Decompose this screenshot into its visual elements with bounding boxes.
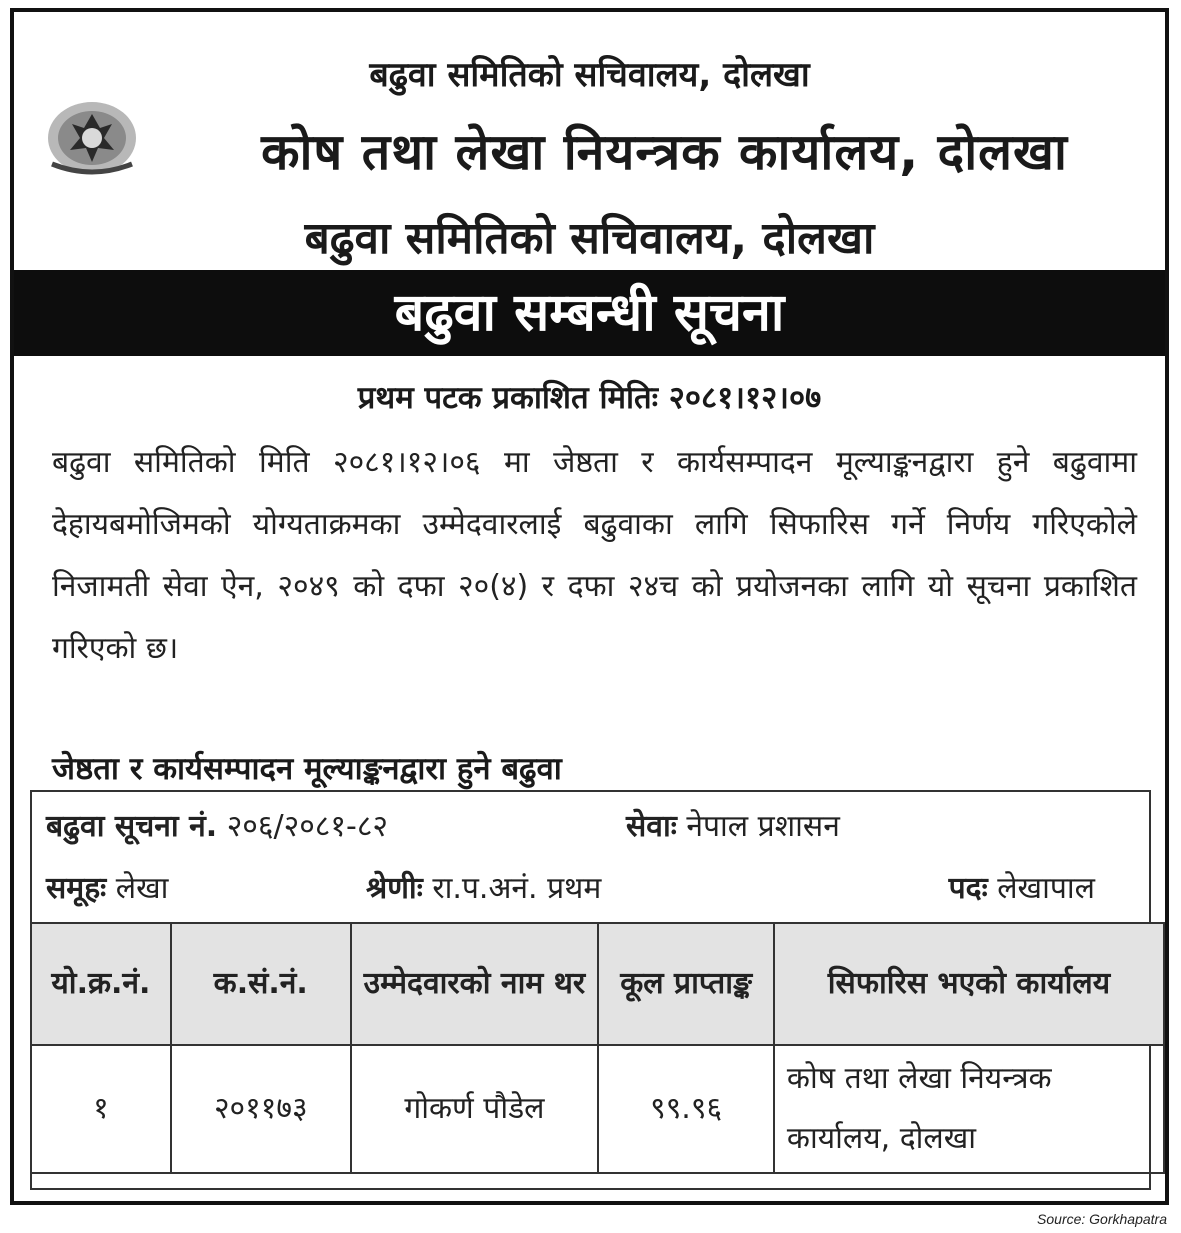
notice-number <box>46 804 388 845</box>
col-name-header: उम्मेदवारको नाम थर <box>351 923 599 1045</box>
service-value: नेपाल प्रशासन <box>686 809 840 844</box>
post-label: पदः <box>948 871 988 906</box>
office-name: कोष तथा लेखा नियन्त्रक कार्यालय, दोलखा <box>261 123 1068 181</box>
source-credit: Source: Gorkhapatra <box>1037 1211 1167 1227</box>
cell-serial: १ <box>31 1045 171 1173</box>
secretariat-name: बढुवा समितिको सचिवालय, दोलखा <box>304 213 875 264</box>
cell-score: ९९.९६ <box>598 1045 774 1173</box>
published-date: प्रथम पटक प्रकाशित मितिः २०८१।१२।०७ <box>357 380 822 416</box>
notice-details-box <box>30 790 1151 1190</box>
top-line: बढुवा समितिको सचिवालय, दोलखा <box>369 55 810 95</box>
class <box>366 866 601 907</box>
class-value: रा.प.अनं. प्रथम <box>432 871 602 906</box>
col-score-header: कूल प्राप्ताङ्क <box>598 923 774 1045</box>
notice-number-value: २०६/२०८१-८२ <box>226 809 389 844</box>
group-value: लेखा <box>115 871 169 906</box>
col-roll-header: क.सं.नं. <box>171 923 351 1045</box>
group <box>46 866 168 907</box>
col-office-header: सिफारिस भएको कार्यालय <box>774 923 1164 1045</box>
cell-office: कोष तथा लेखा नियन्त्रक कार्यालय, दोलखा <box>774 1045 1164 1173</box>
government-emblem-icon <box>42 94 142 178</box>
service-label: सेवाः <box>626 809 677 844</box>
notice-frame <box>10 8 1169 1205</box>
subheading: जेष्ठता र कार्यसम्पादन मूल्याङ्कनद्वारा हुने बढुवा <box>52 751 562 787</box>
table-header-row <box>31 923 1164 1045</box>
group-label: समूहः <box>46 871 107 906</box>
notice-number-label: बढुवा सूचना नं. <box>46 809 218 844</box>
cell-name: गोकर्ण पौडेल <box>351 1045 599 1173</box>
class-label: श्रेणीः <box>366 871 423 906</box>
post-value: लेखापाल <box>997 871 1095 906</box>
post <box>949 866 1095 907</box>
table-row <box>31 1045 1164 1173</box>
body-paragraph: बढुवा समितिको मिति २०८१।१२।०६ मा जेष्ठता र कार्यसम्पादन मूल्याङ्कनद्वारा हुने बढुवामा देहायबमोजिमको योग्यताक्रमका उम्मेदवारलाई बढुवाका लागि सिफारिस गर्ने निर्णय गरिएकोले निजामती सेवा ऐन, २०४९ को दफा २०(४) र दफा २४च को प्रयोजनका लागि यो सूचना प्रकाशित गरिएको छ। <box>52 445 1138 666</box>
service <box>626 804 840 845</box>
candidate-table <box>30 922 1165 1174</box>
col-serial-header: यो.क्र.नं. <box>31 923 171 1045</box>
cell-roll: २०११७३ <box>171 1045 351 1173</box>
notice-banner: बढुवा सम्बन्धी सूचना <box>14 270 1165 356</box>
